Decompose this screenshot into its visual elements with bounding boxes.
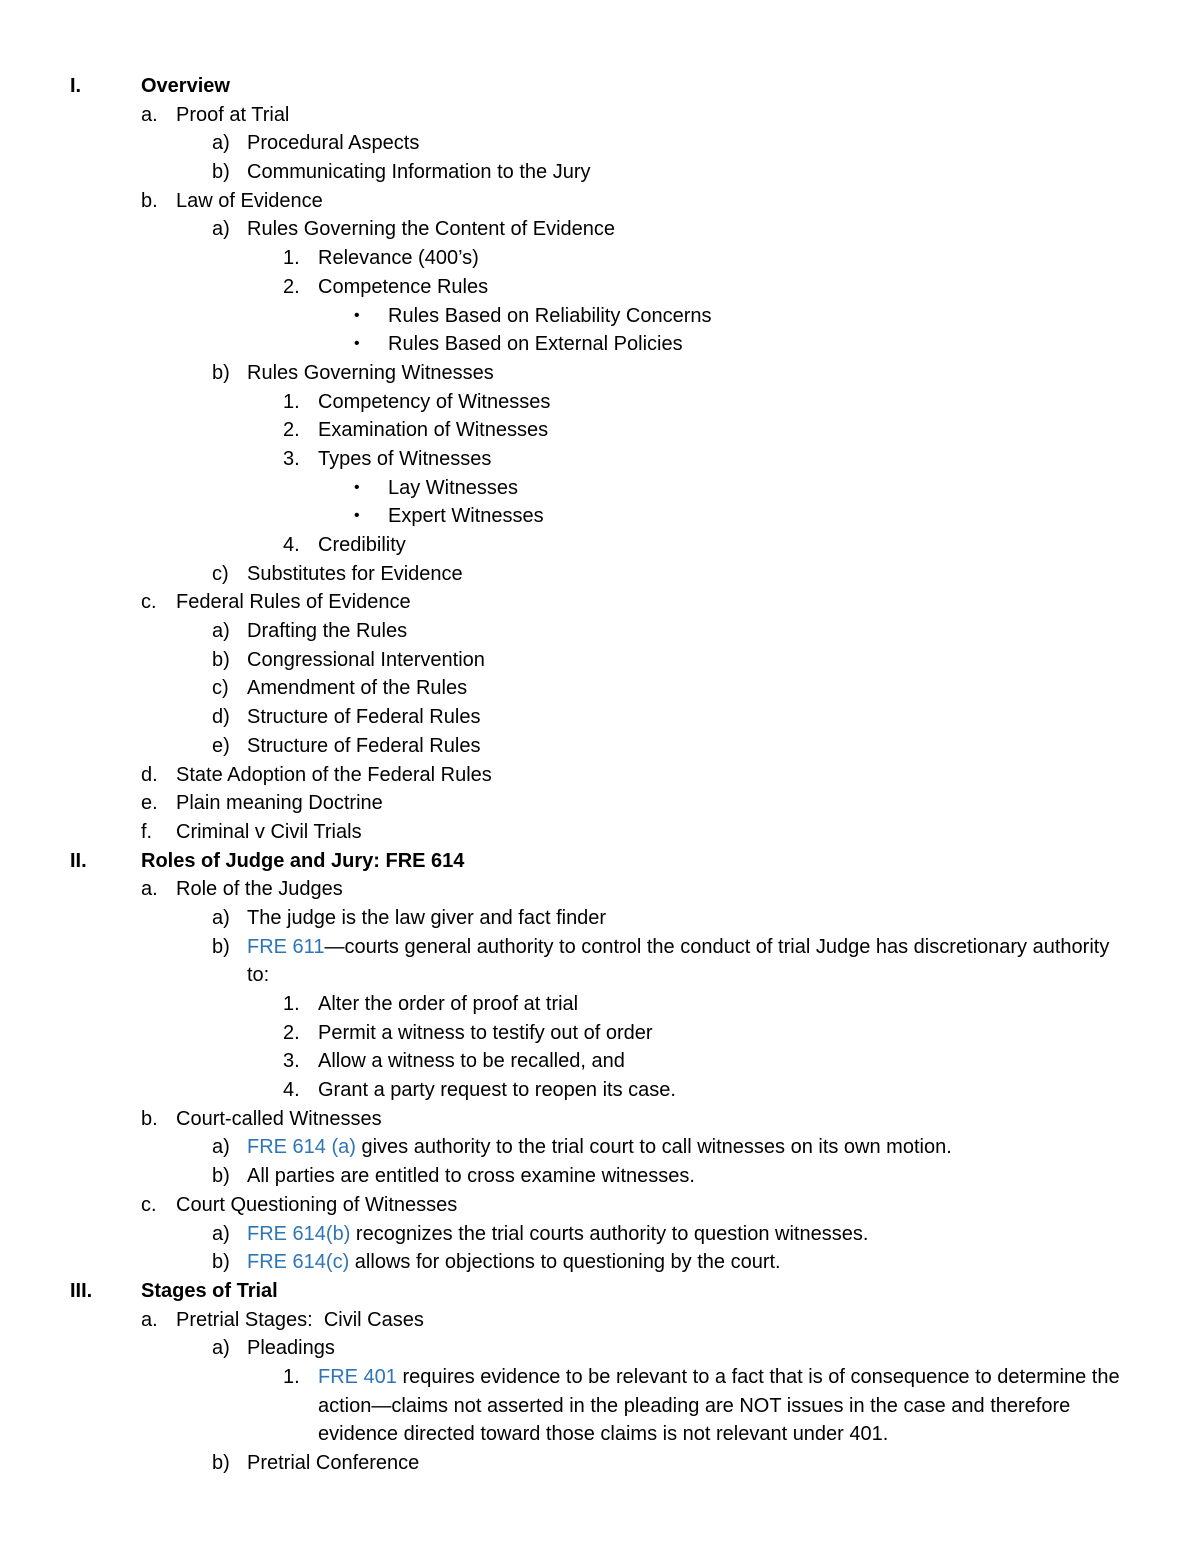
- section-heading: [0, 847, 1200, 876]
- outline-item: [0, 1162, 1200, 1191]
- item-body: gives authority to the trial court to call witnesses on its own motion.: [355, 1136, 952, 1159]
- bullet-icon: •: [354, 306, 360, 324]
- outline-item: [0, 158, 1200, 187]
- item-text: [247, 933, 1127, 990]
- item-text: [247, 1248, 781, 1277]
- item-marker: c.: [141, 1193, 157, 1216]
- section-number: I.: [70, 75, 82, 97]
- item-marker: a.: [141, 878, 158, 901]
- item-text: Pretrial Stages: Civil Cases: [176, 1308, 424, 1331]
- outline-item: [0, 933, 1200, 990]
- bullet-icon: •: [354, 335, 360, 353]
- item-marker: 4.: [283, 1079, 300, 1102]
- outline-item: [0, 388, 1200, 417]
- outline-item: [0, 1334, 1200, 1363]
- item-marker: f.: [141, 820, 153, 843]
- outline-item: [0, 1076, 1200, 1105]
- item-text: Rules Governing the Content of Evidence: [247, 218, 615, 241]
- outline-item: [0, 1191, 1200, 1220]
- item-text: Communicating Information to the Jury: [247, 161, 591, 184]
- outline-item: [0, 1449, 1200, 1478]
- section-title: Overview: [141, 75, 230, 97]
- outline-item: [0, 187, 1200, 216]
- item-marker: a): [212, 1337, 230, 1360]
- item-text: Law of Evidence: [176, 189, 323, 212]
- item-marker: b.: [141, 1107, 158, 1130]
- outline-item: [0, 560, 1200, 589]
- item-marker: a): [212, 620, 230, 643]
- item-marker: c): [212, 562, 229, 585]
- item-text: Rules Governing Witnesses: [247, 361, 494, 384]
- item-marker: a): [212, 1136, 230, 1159]
- section-number: II.: [70, 849, 87, 872]
- rule-citation-link[interactable]: FRE 614(c): [247, 1251, 350, 1274]
- outline-item: [0, 445, 1200, 474]
- item-marker: b): [212, 1452, 230, 1475]
- item-marker: 2.: [283, 275, 300, 298]
- item-text: Structure of Federal Rules: [247, 706, 481, 729]
- outline-item: [0, 1363, 1200, 1449]
- item-text: Federal Rules of Evidence: [176, 591, 411, 614]
- item-text: Structure of Federal Rules: [247, 734, 481, 757]
- outline-item: [0, 302, 1200, 331]
- outline-item: [0, 215, 1200, 244]
- item-text: Competence Rules: [318, 275, 489, 298]
- item-marker: 4.: [283, 534, 300, 556]
- item-marker: b): [212, 161, 230, 184]
- item-text: Congressional Intervention: [247, 648, 485, 671]
- item-text: Rules Based on External Policies: [388, 333, 683, 356]
- outline-item: [0, 588, 1200, 617]
- section-heading: [0, 72, 1200, 101]
- outline-item: [0, 416, 1200, 445]
- item-marker: a): [212, 906, 230, 929]
- item-marker: d.: [141, 763, 158, 786]
- item-text: Examination of Witnesses: [318, 419, 549, 442]
- item-marker: 1.: [283, 247, 300, 270]
- item-marker: a.: [141, 1308, 158, 1331]
- outline-item: [0, 1105, 1200, 1134]
- item-text: Grant a party request to reopen its case.: [318, 1079, 676, 1102]
- outline-item: [0, 129, 1200, 158]
- rule-citation-link[interactable]: FRE 401: [318, 1365, 397, 1388]
- outline-item: [0, 990, 1200, 1019]
- rule-citation-link[interactable]: FRE 611: [247, 935, 325, 958]
- item-marker: b): [212, 935, 230, 958]
- item-marker: 2.: [283, 1021, 300, 1044]
- outline-item: [0, 244, 1200, 273]
- item-text: Competency of Witnesses: [318, 390, 551, 413]
- item-marker: 3.: [283, 1050, 300, 1073]
- outline-item: [0, 789, 1200, 818]
- outline-item: [0, 273, 1200, 302]
- bullet-icon: •: [354, 478, 360, 496]
- item-text: Alter the order of proof at trial: [318, 993, 579, 1016]
- item-marker: c.: [141, 591, 157, 614]
- item-text: Role of the Judges: [176, 878, 343, 901]
- item-marker: 1.: [283, 1365, 300, 1388]
- outline-document: [0, 72, 1200, 1478]
- item-marker: a): [212, 132, 230, 155]
- outline-item: [0, 703, 1200, 732]
- outline-item: [0, 1306, 1200, 1335]
- item-text: Credibility: [318, 534, 406, 556]
- rule-citation-link[interactable]: FRE 614(b): [247, 1222, 351, 1245]
- section-title: Roles of Judge and Jury: FRE 614: [141, 849, 465, 872]
- item-text: Lay Witnesses: [388, 476, 519, 499]
- item-text: The judge is the law giver and fact finder: [247, 906, 607, 929]
- item-text: Criminal v Civil Trials: [176, 820, 362, 843]
- item-marker: c): [212, 677, 229, 700]
- outline-item: [0, 474, 1200, 503]
- item-marker: 1.: [283, 993, 300, 1016]
- item-body: requires evidence to be relevant to a fact that is of consequence to determine the action—claims not asserted in the pleading are NOT issues in the case and therefore evidence directed toward those claims is not relevant under 401.: [318, 1365, 1120, 1446]
- item-marker: a): [212, 1222, 230, 1245]
- outline-item: [0, 1133, 1200, 1162]
- item-text: Procedural Aspects: [247, 132, 420, 155]
- item-text: Court-called Witnesses: [176, 1107, 382, 1130]
- item-text: State Adoption of the Federal Rules: [176, 763, 492, 786]
- item-text: All parties are entitled to cross examine witnesses.: [247, 1165, 695, 1188]
- item-body: allows for objections to questioning by the court.: [349, 1251, 781, 1274]
- item-marker: b): [212, 1165, 230, 1188]
- item-marker: 1.: [283, 390, 300, 413]
- item-marker: b): [212, 361, 230, 384]
- outline-item: [0, 101, 1200, 130]
- item-text: Permit a witness to testify out of order: [318, 1021, 653, 1044]
- outline-item: [0, 875, 1200, 904]
- item-body: recognizes the trial courts authority to question witnesses.: [350, 1222, 869, 1245]
- outline-item: [0, 359, 1200, 388]
- section-heading: [0, 1277, 1200, 1306]
- outline-item: [0, 646, 1200, 675]
- outline-item: [0, 674, 1200, 703]
- item-marker: a.: [141, 103, 158, 126]
- item-marker: b): [212, 1251, 230, 1274]
- item-marker: b.: [141, 189, 158, 212]
- item-text: Pretrial Conference: [247, 1452, 420, 1475]
- item-marker: 3.: [283, 447, 300, 470]
- item-text: Drafting the Rules: [247, 620, 408, 643]
- item-marker: d): [212, 706, 230, 729]
- item-text: Types of Witnesses: [318, 447, 492, 470]
- outline-item: [0, 617, 1200, 646]
- outline-item: [0, 761, 1200, 790]
- item-marker: a): [212, 218, 230, 241]
- section-title: Stages of Trial: [141, 1279, 278, 1302]
- item-text: Pleadings: [247, 1337, 335, 1360]
- item-text: Court Questioning of Witnesses: [176, 1193, 458, 1216]
- item-text: [318, 1363, 1148, 1449]
- item-text: Proof at Trial: [176, 103, 290, 126]
- rule-citation-link[interactable]: FRE 614 (a): [247, 1136, 356, 1159]
- outline-item: [0, 1248, 1200, 1277]
- item-body: —courts general authority to control the conduct of trial Judge has discretionary authority to:: [247, 935, 1110, 987]
- item-marker: e.: [141, 792, 158, 815]
- outline-item: [0, 904, 1200, 933]
- section-number: III.: [70, 1279, 93, 1302]
- item-text: Amendment of the Rules: [247, 677, 468, 700]
- outline-item: [0, 1220, 1200, 1249]
- bullet-icon: •: [354, 507, 360, 525]
- outline-item: [0, 1047, 1200, 1076]
- item-text: Expert Witnesses: [388, 505, 544, 528]
- outline-item: [0, 502, 1200, 531]
- outline-item: [0, 531, 1200, 560]
- item-marker: b): [212, 648, 230, 671]
- item-text: Substitutes for Evidence: [247, 562, 463, 585]
- item-marker: 2.: [283, 419, 300, 442]
- outline-item: [0, 330, 1200, 359]
- item-text: Allow a witness to be recalled, and: [318, 1050, 625, 1073]
- item-text: [247, 1133, 952, 1162]
- outline-item: [0, 818, 1200, 847]
- item-text: Relevance (400’s): [318, 247, 479, 270]
- outline-item: [0, 732, 1200, 761]
- item-text: [247, 1220, 868, 1249]
- item-marker: e): [212, 734, 230, 757]
- item-text: Plain meaning Doctrine: [176, 792, 383, 815]
- outline-item: [0, 1019, 1200, 1048]
- item-text: Rules Based on Reliability Concerns: [388, 304, 712, 327]
